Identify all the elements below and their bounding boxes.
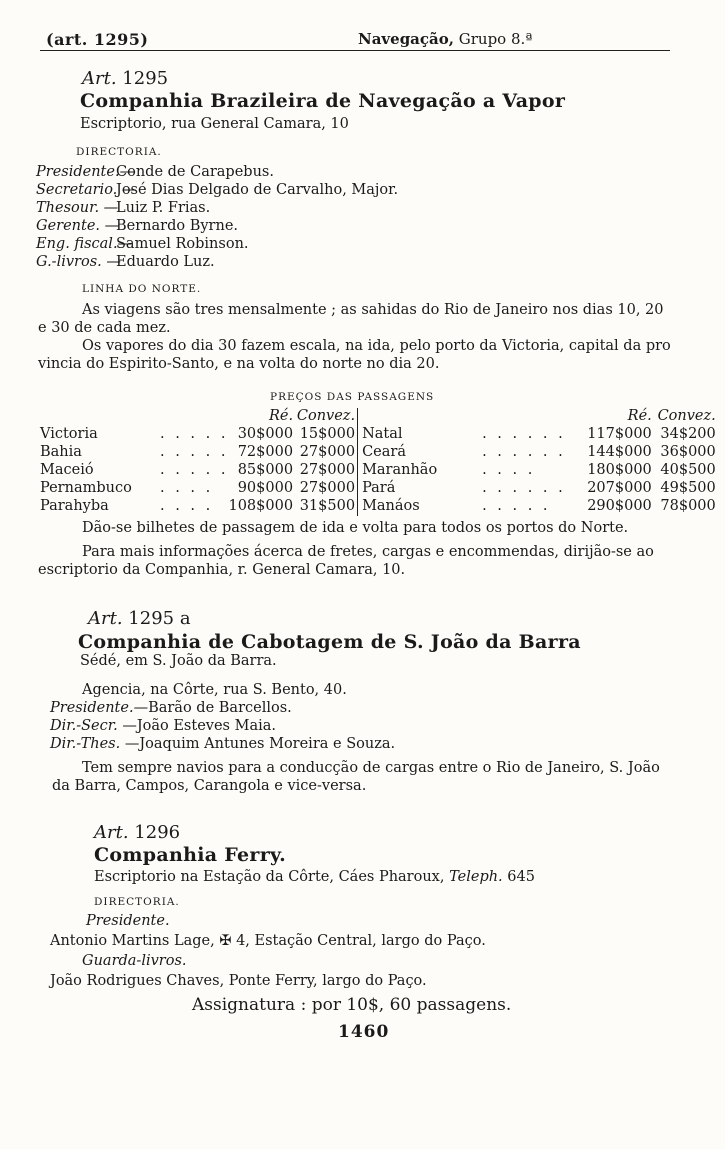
- running-head: [40, 28, 670, 51]
- board-member: Secretario. —José Dias Delgado de Carvalho, Major.: [36, 182, 399, 198]
- schedule-line-4: vincia do Espirito-Santo, e na volta do norte no dia 20.: [38, 356, 440, 372]
- service-line-2: da Barra, Campos, Carangola e vice-versa.: [52, 778, 367, 794]
- fares-table: [40, 408, 716, 516]
- schedule-line-3: Os vapores do dia 30 fazem escala, na ida, pelo porto da Victoria, capital da pro: [82, 338, 671, 354]
- service-line-1: Tem sempre navios para a conducção de cargas entre o Rio de Janeiro, S. João: [82, 760, 660, 776]
- fares-header-row: [40, 408, 716, 426]
- col-convez: Convez.: [293, 408, 358, 426]
- office-address: Escriptorio, rua General Camara, 10: [80, 116, 349, 132]
- board-label: DIRECTORIA.: [76, 146, 162, 158]
- board-member: Dir.-Thes. —Joaquim Antunes Moreira e Souza.: [50, 736, 396, 752]
- table-row: Bahia . . . . . 72$000 27$000 Ceará . . . . . . 144$000 36$000: [40, 444, 716, 460]
- president-name: Antonio Martins Lage, ✠ 4, Estação Central, largo do Paço.: [50, 933, 486, 949]
- board-list: [36, 163, 398, 271]
- seat-address: Sédé, em S. João da Barra.: [80, 653, 277, 669]
- col-convez-2: Convez.: [657, 408, 716, 424]
- subscription-note: Assignatura : por 10$, 60 passagens.: [192, 995, 512, 1015]
- schedule-line-2: e 30 de cada mez.: [38, 320, 171, 336]
- bookkeeper-label: Guarda-livros.: [82, 953, 187, 969]
- board-list-2: [50, 699, 395, 753]
- section-title-brazileira: Companhia Brazileira de Navegação a Vapor: [80, 90, 566, 112]
- line-label: LINHA DO NORTE.: [82, 283, 202, 295]
- board-member: Eng. fiscal.—Samuel Robinson.: [36, 236, 249, 252]
- section-title-cabotagem: Companhia de Cabotagem de S. João da Barra: [78, 631, 581, 653]
- board-member: Dir.-Secr. —João Esteves Maia.: [50, 718, 276, 734]
- table-row: Victoria . . . . . 30$000 15$000 Natal . . . . . . 117$000 34$200: [40, 426, 716, 442]
- table-row: Parahyba . . . . 108$000 31$500 Manáos . . . . . 290$000 78$000: [40, 498, 716, 514]
- tickets-note: Dão-se bilhetes de passagem de ida e volta para todos os portos do Norte.: [82, 520, 629, 536]
- article-label-1296: Art. 1296: [94, 822, 181, 843]
- info-line-2: escriptorio da Companhia, r. General Camara, 10.: [38, 562, 406, 578]
- info-line-1: Para mais informações ácerca de fretes, cargas e encommendas, dirijão-se ao: [82, 544, 654, 560]
- board-member: Gerente. —Bernardo Byrne.: [36, 218, 239, 234]
- article-label-1295: Art. 1295: [82, 68, 169, 89]
- running-head-section: Navegação, Grupo 8.ª: [358, 30, 533, 48]
- col-re-2: Ré.: [627, 408, 652, 424]
- agency-address: Agencia, na Côrte, rua S. Bento, 40.: [82, 682, 347, 698]
- section-title-ferry: Companhia Ferry.: [94, 844, 287, 866]
- board-member: Presidente.—Barão de Barcellos.: [50, 700, 292, 716]
- ferry-board-label: DIRECTORIA.: [94, 896, 180, 908]
- running-head-article: (art. 1295): [46, 30, 149, 49]
- table-row: Pernambuco . . . . 90$000 27$000 Pará . . . . . . 207$000 49$500: [40, 480, 716, 496]
- president-label: Presidente.: [86, 913, 170, 929]
- bookkeeper-name: João Rodrigues Chaves, Ponte Ferry, largo do Paço.: [50, 973, 427, 989]
- schedule-line-1: As viagens são tres mensalmente ; as sahidas do Rio de Janeiro nos dias 10, 20: [82, 302, 664, 318]
- ferry-office: Escriptorio na Estação da Côrte, Cáes Pharoux, Teleph. 645: [94, 869, 535, 885]
- board-member: G.-livros. —Eduardo Luz.: [36, 254, 215, 270]
- board-member: Thesour. —Luiz P. Frias.: [36, 200, 211, 216]
- article-label-1295a: Art. 1295 a: [88, 608, 191, 629]
- page-number: 1460: [338, 1022, 390, 1042]
- table-row: Maceió . . . . . 85$000 27$000 Maranhão . . . . 180$000 40$500: [40, 462, 716, 478]
- col-re: Ré.: [268, 408, 294, 424]
- fares-label: PREÇOS DAS PASSAGENS: [270, 391, 435, 403]
- board-member: Presidente.—Conde de Carapebus.: [36, 164, 274, 180]
